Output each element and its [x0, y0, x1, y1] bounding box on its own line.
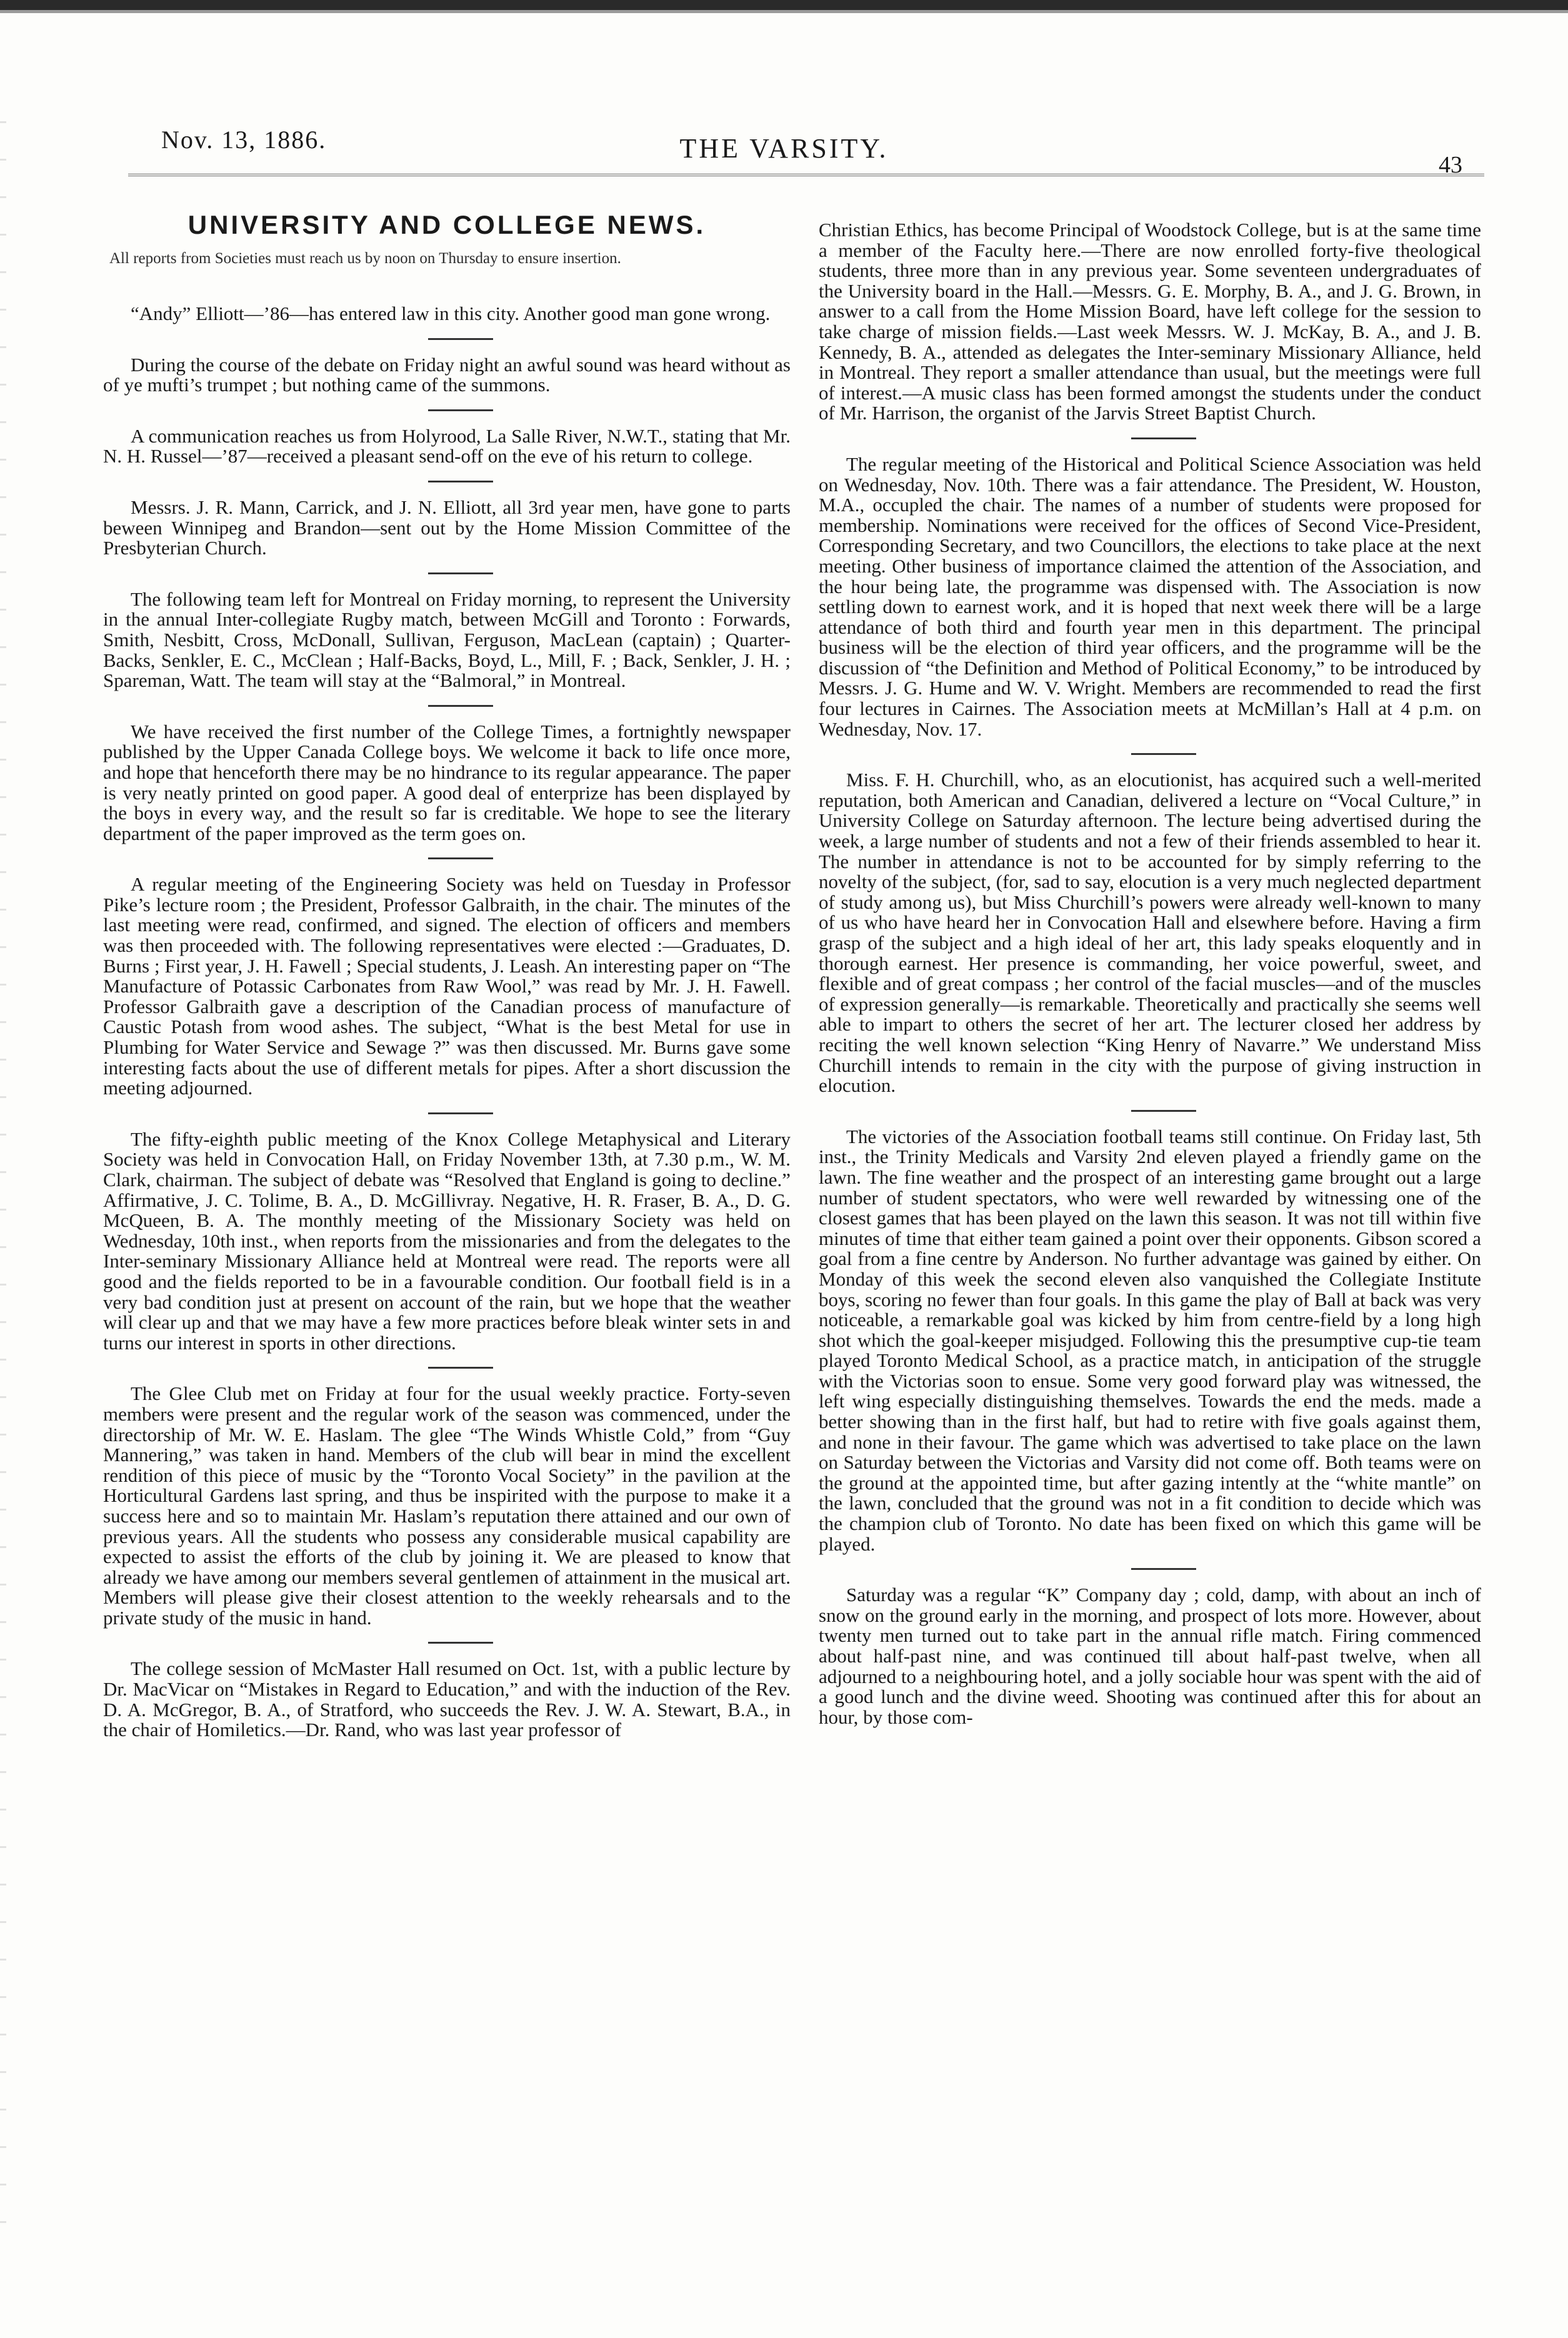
item-separator [1131, 437, 1196, 439]
news-item-continued: Christian Ethics, has become Principal of Woodstock College, but is at the same time a member of the Faculty here.—There are now enrolled forty-five theological students, three more than in any previous year. Some seventeen undergraduates of the University board in the Hall.—Messrs. G. E. Morphy, B. A., and J. G. Brown, in answer to a call from the Home Mission Board, have left college for the session to take charge of mission fields.—Last week Messrs. W. J. McKay, B. A., and J. B. Kennedy, B. A., attended as delegates the Inter-seminary Missionary Alliance, held in Montreal. They report a smaller attendance than usual, but the meetings were full of interest.—A music class has been formed amongst the students under the conduct of Mr. Harrison, the organist of the Jarvis Street Baptist Church. [819, 219, 1481, 424]
news-item: The victories of the Association football teams still continue. On Friday last, 5th inst., the Trinity Medicals and Varsity 2nd eleven played a friendly game on the lawn. The fine weather and the prospect of an interesting game brought out a large number of student spectators, who were well rewarded by witnessing one of the closest games that has been played on the lawn this season. It was not till within five minutes of time that either team gained a point over their opponents. Gibson scored a goal from a fine centre by Anderson. No further advantage was gained by either. On Monday of this week the second eleven also vanquished the Collegiate Institute boys, scoring no fewer than four goals. In this game the play of Ball at back was very noticeable, a remarkable goal was kicked by him from centre-field by a long high shot which the goal-keeper misjudged. Following this the presumptive cup-tie team played Toronto Medical School, as a practice match, in anticipation of the struggle with the Victorias soon to ensue. Some very good forward play was witnessed, the left wing especially distinguishing themselves. Towards the end the meds. made a better showing than in the first half, but had to retire with five goals against them, and none in their favour. The game which was advertised to take place on the lawn on Saturday between the Victorias and Varsity did not come off. Both teams were on the ground at the appointed time, but after gazing intently at the “white mantle” on the lawn, concluded that the ground was not in a fit condition to decide which was the champion club of Toronto. No date has been fixed on which this game will be played. [819, 1125, 1481, 1555]
item-separator [1131, 753, 1196, 755]
item-separator [428, 705, 493, 707]
left-column [103, 199, 791, 1741]
right-column [819, 220, 1481, 1727]
item-separator [428, 409, 493, 411]
item-separator [428, 1112, 493, 1114]
item-separator [428, 338, 493, 340]
item-separator [1131, 1110, 1196, 1112]
scan-top-edge-shadow [0, 10, 1568, 13]
news-item: Messrs. J. R. Mann, Carrick, and J. N. Elliott, all 3rd year men, have gone to parts beween Winnipeg and Brandon—sent out by the Home Mission Committee of the Presbyterian Church. [103, 496, 791, 559]
scan-top-edge [0, 0, 1568, 10]
news-item: The fifty-eighth public meeting of the Knox College Metaphysical and Literary Society was held in Convocation Hall, on Friday November 13th, at 7.30 p.m., W. M. Clark, chairman. The subject of debate was “Resolved that England is going to decline.” Affirmative, J. C. Tolime, B. A., D. McGillivray. Negative, H. R. Fraser, B. A., D. G. McQueen, B. A. The monthly meeting of the Missionary Society was held on Wednesday, 10th inst., when reports from the missionaries and from the delegates to the Inter-seminary Missionary Alliance held at Montreal were read. The reports were all good and the fields reported to be in a favourable condition. Our football field is in a very bad condition just at present on account of the rain, but we hope that the weather will clear up and that we may have a few more practices before bleak winter sets in and turns our interest in sports in other directions. [103, 1127, 791, 1354]
section-title: UNIVERSITY AND COLLEGE NEWS. [187, 210, 706, 239]
news-item: The college session of McMaster Hall resumed on Oct. 1st, with a public lecture by Dr. MacVicar on “Mistakes in Regard to Education,” and with the induction of the Rev. D. A. McGregor, B. A., of Stratford, who succeeds the Rev. J. W. A. Stewart, B.A., in the chair of Homiletics.—Dr. Rand, who was last year professor of [103, 1657, 791, 1741]
item-separator [428, 857, 493, 859]
masthead-title: THE VARSITY. [679, 133, 889, 164]
news-item: Saturday was a regular “K” Company day ; cold, damp, with about an inch of snow on the ground early in the morning, and prospect of lots more. However, about twenty men turned out to take part in the annual rifle match. Firing commenced about half-past nine, and was continued till about half-past twelve, when all adjourned to a neighbouring hotel, and a jolly sociable hour was spent with the aid of a good lunch and the divine weed. Shooting was continued after this for about an hour, by those com- [819, 1584, 1481, 1728]
item-separator [1131, 1568, 1196, 1570]
item-separator [428, 572, 493, 574]
news-item: During the course of the debate on Friday night an awful sound was heard without as of ye mufti’s trumpet ; but nothing came of the summons. [103, 353, 791, 396]
submission-notice: All reports from Societies must reach us by noon on Thursday to ensure insertion. [109, 250, 621, 267]
news-item: “Andy” Elliott—’86—has entered law in this city. Another good man gone wrong. [131, 302, 771, 324]
news-item: A regular meeting of the Engineering Society was held on Tuesday in Professor Pike’s lecture room ; the President, Professor Galbraith, in the chair. The minutes of the last meeting were read, confirmed, and signed. The election of officers and members was then proceeded with. The following representatives were elected :—Graduates, D. Burns ; First year, J. H. Fawell ; Special students, J. Leash. An interesting paper on “The Manufacture of Potassic Carbonates from Raw Wool,” was read by Mr. J. H. Fawell. Professor Galbraith gave a description of the Canadian process of manufacture of Caustic Potash from wood ashes. The subject, “What is the best Metal for use in Plumbing for Water Service and Sewage ?” was then discussed. Mr. Burns gave some interesting facts about the use of different metals for pipes. After a short discussion the meeting adjourned. [103, 873, 791, 1099]
issue-date: Nov. 13, 1886. [161, 126, 327, 154]
scan-left-margin [0, 112, 6, 2237]
news-item: We have received the first number of the College Times, a fortnightly newspaper published by the Upper Canada College boys. We welcome it back to life once more, and hope that henceforth there may be no hindrance to its regular appearance. The paper is very neatly printed on good paper. A good deal of enterprize has been displayed by the boys in every way, and the result so far is creditable. We hope to see the literary department of the paper improved as the term goes on. [103, 720, 791, 844]
header-rule [128, 174, 1484, 176]
item-separator [428, 1367, 493, 1369]
news-item: A communication reaches us from Holyrood, La Salle River, N.W.T., stating that Mr. N. H. Russel—’87—received a pleasant send-off on the eve of his return to college. [103, 424, 791, 467]
news-item: The following team left for Montreal on Friday morning, to represent the University in the annual Inter-collegiate Rugby match, between McGill and Toronto : Forwards, Smith, Nesbitt, Cross, McDonall, Sullivan, Ferguson, MacLean (captain) ; Quarter-Backs, Senkler, E. C., McClean ; Half-Backs, Boyd, L., Mill, F. ; Back, Senkler, J. H. ; Spareman, Watt. The team will stay at the “Balmoral,” in Montreal. [103, 587, 791, 692]
page-number: 43 [1439, 152, 1462, 178]
news-item: Miss. F. H. Churchill, who, as an elocutionist, has acquired such a well-merited reputation, both American and Canadian, delivered a lecture on “Vocal Culture,” in University College on Saturday afternoon. The lecture being advertised during the week, a large number of students and not a few of their friends assembled to hear it. The number in attendance is not to be accounted for by simply referring to the novelty of the subject, (for, sad to say, elocution is a very much neglected department of study among us), but Miss Churchill’s powers were already well-known to many of us who have heard her in Convocation Hall and elsewhere before. Having a firm grasp of the subject and a high ideal of her art, this lady speaks eloquently and in thorough earnest. Her presence is commanding, her voice powerful, sweet, and flexible and of great compass ; her control of the facial muscles—and of the muscles of expression generally—is remarkable. Theoretically and practically she seems well able to impart to others the secret of her art. The lecturer closed her address by reciting the well known selection “King Henry of Navarre.” We understand Miss Churchill intends to remain in the city with the purpose of giving instruction in elocution. [819, 769, 1481, 1097]
item-separator [428, 481, 493, 482]
news-item: The regular meeting of the Historical and Political Science Association was held on Wednesday, Nov. 10th. There was a fair attendance. The President, W. Houston, M.A., occupled the chair. The names of a number of students were proposed for membership. Nominations were received for the offices of Second Vice-President, Corresponding Secretary, and two Councillors, the elections to take place at the next meeting. Other business of importance claimed the attention of the Association, and the hour being late, the programme was dispensed with. The Association is now settling down to earnest work, and it is hoped that next week there will be a large attendance of both third and fourth year men in this department. The principal business will be the election of third year officers, and the programme will be the discussion of “the Definition and Method of Political Economy,” to be introduced by Messrs. J. G. Hume and W. V. Wright. Members are recommended to read the first four lectures in Cairnes. The Association meets at McMillan’s Hall at 4 p.m. on Wednesday, Nov. 17. [819, 452, 1481, 740]
news-item: The Glee Club met on Friday at four for the usual weekly practice. Forty-seven members were present and the regular work of the season was commenced, under the directorship of Mr. W. E. Haslam. The glee “The Winds Whistle Cold,” from “Guy Mannering,” was taken in hand. Members of the club will bear in mind the excellent rendition of this piece of music by the “Toronto Vocal Society” in the pavilion at the Horticultural Gardens last spring, and thus be inspirited with the purpose to make it a success here and so to maintain Mr. Haslam’s reputation there attained and our own of previous years. All the students who possess any considerable musical capability are expected to assist the efforts of the club by joining it. We are pleased to know that already we have among our members several gentlemen of attainment in the musical art. Members will please give their closest attention to the weekly rehearsals and to the private study of the music in hand. [103, 1382, 791, 1629]
item-separator [428, 1642, 493, 1644]
